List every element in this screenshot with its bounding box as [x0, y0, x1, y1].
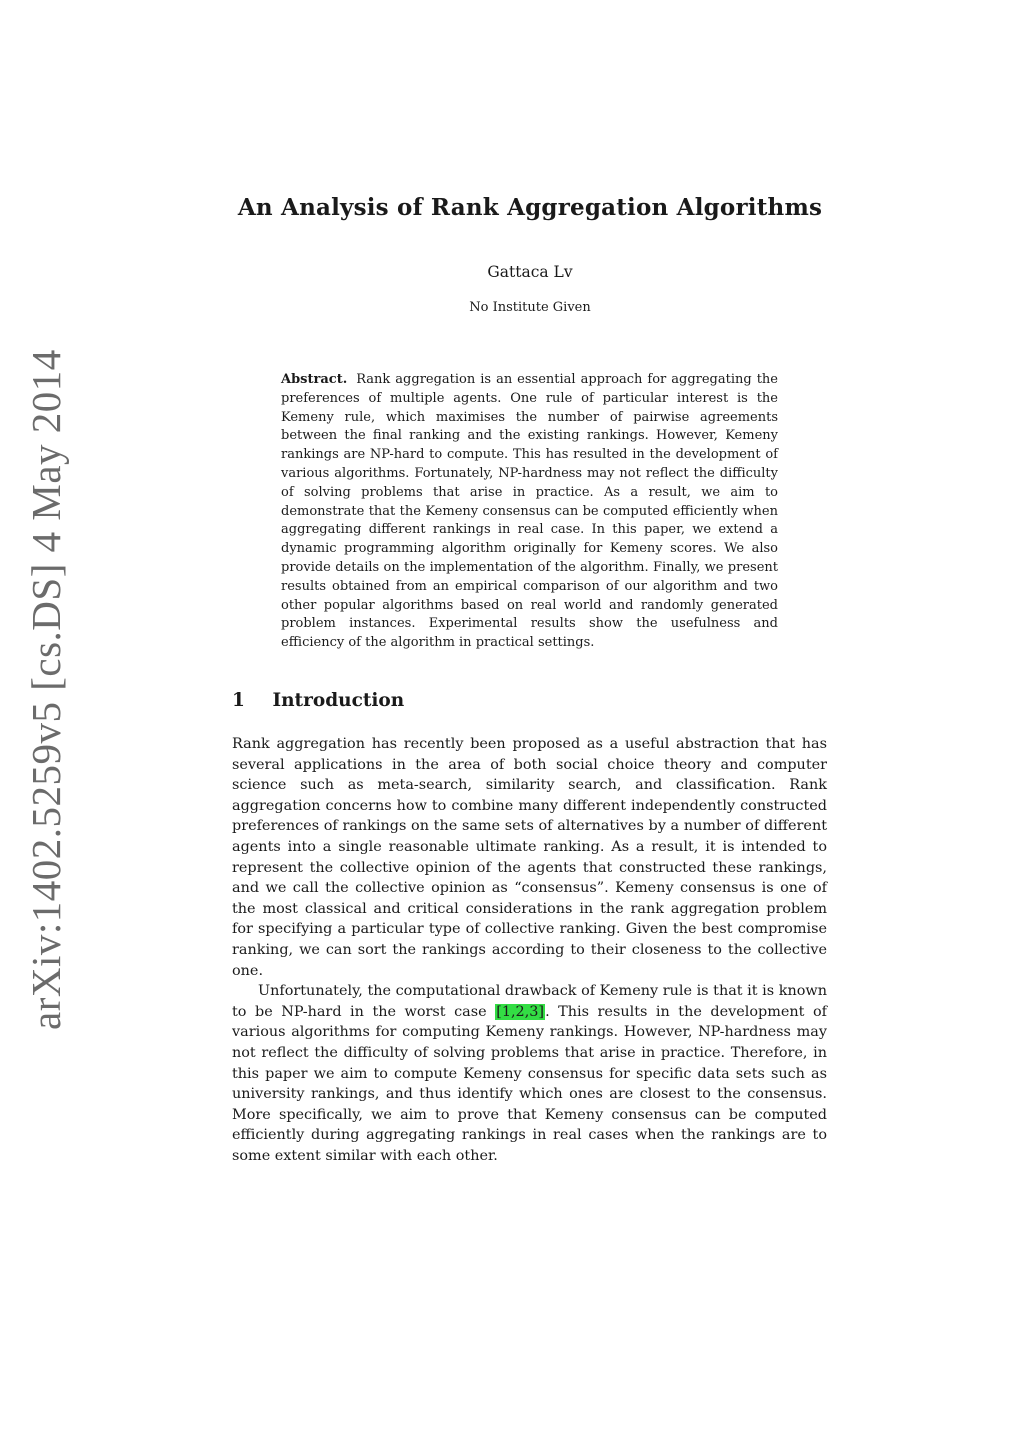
section-heading	[232, 690, 832, 711]
paper-title: An Analysis of Rank Aggregation Algorithms	[237, 194, 823, 221]
section-number: 1	[232, 690, 245, 711]
paragraph: Rank aggregation has recently been proposed as a useful abstraction that has several applications in the area of both social choice theory and computer science such as meta-search, similarity search, and classification. Rank aggregation concerns how to combine many different independently constructed preferences of rankings on the same sets of alternatives by a number of different agents into a single reasonable ultimate ranking. As a result, it is intended to represent the collective opinion of the agents that constructed these rankings, and we call the collective opinion as “consensus”. Kemeny consensus is one of the most classical and critical considerations in the rank aggregation problem for specifying a particular type of collective ranking. Given the best compromise ranking, we can sort the rankings according to their closeness to the collective one.	[232, 736, 827, 979]
abstract-label: Abstract.	[281, 372, 348, 387]
paragraph	[232, 981, 827, 1166]
abstract-text: Rank aggregation is an essential approach for aggregating the preferences of multiple agents. One rule of particular interest is the Kemeny rule, which maximises the number of pairwise agreements between the final ranking and the existing rankings. However, Kemeny rankings are NP-hard to compute. This has resulted in the development of various algorithms. Fortunately, NP-hardness may not reflect the difficulty of solving problems that arise in practice. As a result, we aim to demonstrate that the Kemeny consensus can be computed efficiently when aggregating different rankings in real case. In this paper, we extend a dynamic programming algorithm originally for Kemeny scores. We also provide details on the implementation of the algorithm. Finally, we present results obtained from an empirical comparison of our algorithm and two other popular algorithms based on real world and randomly generated problem instances. Experimental results show the usefulness and efficiency of the algorithm in practical settings.	[281, 372, 778, 651]
paragraph-text: Unfortunately, the computational drawback of Kemeny rule is that it is known to be NP-hard in the worst case	[232, 983, 827, 1020]
author-name: Gattaca Lv	[487, 263, 573, 281]
citation-link[interactable]: [1,2,3]	[496, 1003, 545, 1020]
introduction-body	[232, 734, 827, 1166]
paragraph-text: . This results in the development of various algorithms for computing Kemeny rankings. However, NP-hardness may not reflect the difficulty of solving problems that arise in practice. Therefore, in this paper we aim to compute Kemeny consensus for specific data sets such as university rankings, and thus identify which ones are closest to the consensus. More specifically, we aim to prove that Kemeny consensus can be computed efficiently during aggregating rankings in real cases when the rankings are to some extent similar with each other.	[232, 1003, 827, 1164]
abstract	[281, 371, 778, 653]
arxiv-identifier: arXiv:1402.5259v5 [cs.DS] 4 May 2014	[23, 349, 69, 1030]
author-institute: No Institute Given	[469, 300, 591, 315]
section-title: Introduction	[272, 690, 405, 711]
